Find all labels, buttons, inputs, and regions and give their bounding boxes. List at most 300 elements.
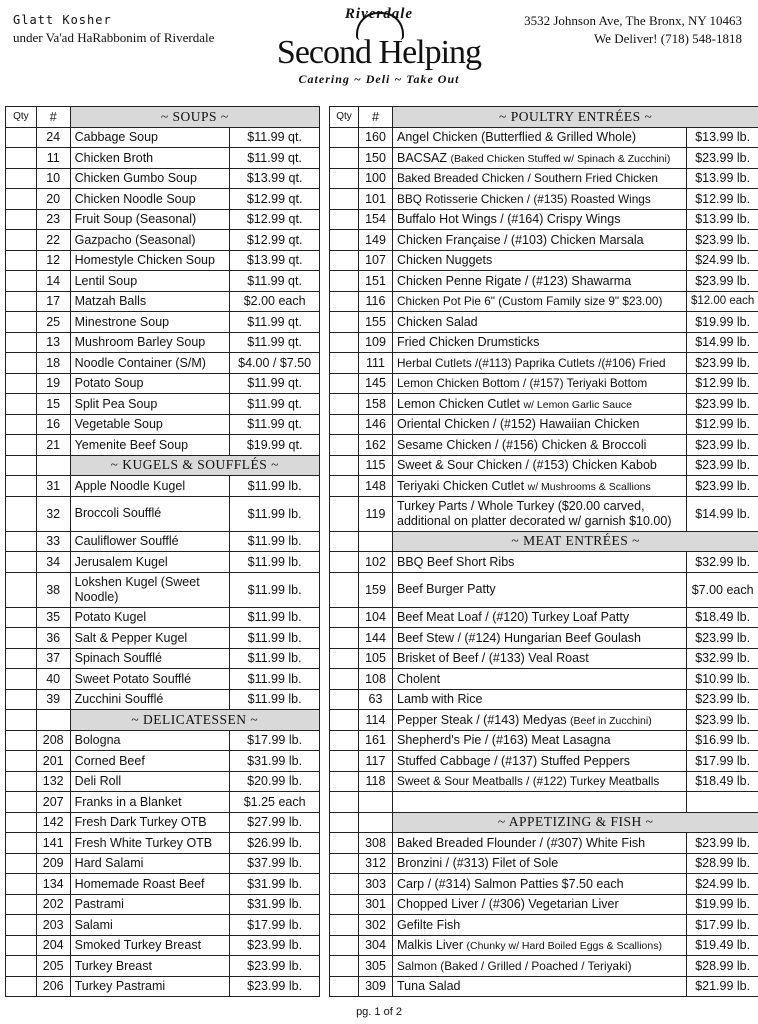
menu-item-row xyxy=(6,628,320,649)
item-number: 15 xyxy=(36,394,70,415)
item-name-text: Chicken Penne Rigate / (#123) Shawarma xyxy=(397,273,632,288)
item-name-text: Cabbage Soup xyxy=(74,130,159,145)
menu-item-row xyxy=(330,689,758,710)
section-header: ~ POULTRY ENTRÉES ~ xyxy=(393,107,758,128)
item-name xyxy=(393,394,687,415)
item-name-text: Buffalo Hot Wings / (#164) Crispy Wings xyxy=(397,212,621,227)
item-name xyxy=(393,628,687,649)
item-price: $17.99 lb. xyxy=(687,751,758,772)
menu-item-row xyxy=(6,291,320,312)
qty-cell[interactable] xyxy=(6,455,37,476)
menu-item-row xyxy=(330,394,758,415)
menu-item-row xyxy=(6,833,320,854)
item-number: 158 xyxy=(359,394,393,415)
qty-cell[interactable] xyxy=(6,771,37,792)
qty-cell[interactable] xyxy=(330,394,359,415)
item-name-text: Homemade Roast Beef xyxy=(74,876,205,891)
qty-cell[interactable] xyxy=(330,771,359,792)
item-price: $18.49 lb. xyxy=(687,607,758,628)
qty-cell[interactable] xyxy=(330,531,359,552)
qty-cell[interactable] xyxy=(6,812,37,833)
menu-item-row xyxy=(6,751,320,772)
item-price: $19.99 lb. xyxy=(687,312,758,333)
item-name xyxy=(70,956,230,977)
item-name-text: Corned Beef xyxy=(74,753,145,768)
item-name-text: Bologna xyxy=(74,733,121,748)
qty-cell[interactable] xyxy=(330,628,359,649)
item-name xyxy=(70,148,230,169)
qty-cell[interactable] xyxy=(330,189,359,210)
item-name xyxy=(70,312,230,333)
qty-cell[interactable] xyxy=(6,572,37,607)
menu-item-row xyxy=(6,874,320,895)
qty-cell[interactable] xyxy=(330,730,359,751)
item-note: (Beef in Zucchini) xyxy=(570,714,652,727)
menu-item-row xyxy=(6,771,320,792)
item-number: 24 xyxy=(36,127,70,148)
item-name xyxy=(393,127,687,148)
item-name xyxy=(393,230,687,251)
item-name xyxy=(70,689,230,710)
item-number: 35 xyxy=(36,607,70,628)
qty-cell[interactable] xyxy=(6,394,37,415)
item-name xyxy=(70,332,230,353)
item-name xyxy=(393,751,687,772)
qty-cell[interactable] xyxy=(330,648,359,669)
qty-cell[interactable] xyxy=(6,250,37,271)
item-number: 148 xyxy=(359,476,393,497)
item-name-text: Fresh Dark Turkey OTB xyxy=(74,815,207,830)
item-price: $11.99 lb. xyxy=(230,572,320,607)
item-price: $23.99 lb. xyxy=(687,435,758,456)
qty-cell[interactable] xyxy=(330,148,359,169)
qty-cell[interactable] xyxy=(6,552,37,573)
menu-item-row xyxy=(6,332,320,353)
qty-cell[interactable] xyxy=(330,894,359,915)
item-name-text: Hard Salami xyxy=(74,856,144,871)
item-name-text: Chicken Salad xyxy=(397,314,478,329)
number-header: # xyxy=(359,107,393,128)
item-name-text: Cauliflower Soufflé xyxy=(74,534,179,549)
item-name-text: Fried Chicken Drumsticks xyxy=(397,335,540,350)
item-name-text: Lamb with Rice xyxy=(397,692,483,707)
menu-item-row xyxy=(6,476,320,497)
item-name-text: Beef Burger Patty xyxy=(397,582,496,596)
menu-item-row xyxy=(330,209,758,230)
menu-item-row xyxy=(6,496,320,531)
qty-cell[interactable] xyxy=(330,812,359,833)
qty-cell[interactable] xyxy=(330,291,359,312)
qty-cell[interactable] xyxy=(330,552,359,573)
qty-cell[interactable] xyxy=(330,332,359,353)
item-name xyxy=(70,373,230,394)
qty-cell[interactable] xyxy=(330,976,359,997)
item-name xyxy=(70,853,230,874)
qty-cell[interactable] xyxy=(330,751,359,772)
qty-cell[interactable] xyxy=(6,476,37,497)
item-number: 104 xyxy=(359,607,393,628)
menu-item-row xyxy=(330,956,758,977)
item-price: $20.99 lb. xyxy=(230,771,320,792)
item-name-text: Sweet Potato Soufflé xyxy=(74,671,192,686)
item-name xyxy=(70,209,230,230)
vaad-label: under Va'ad HaRabbonim of Riverdale xyxy=(13,30,215,45)
qty-cell[interactable] xyxy=(6,894,37,915)
item-name xyxy=(393,332,687,353)
qty-cell[interactable] xyxy=(330,710,359,731)
qty-cell[interactable] xyxy=(330,250,359,271)
item-name xyxy=(70,230,230,251)
menu-item-row xyxy=(330,127,758,148)
menu-item-row xyxy=(330,148,758,169)
item-name-text: Baked Breaded Flounder / (#307) White Fish xyxy=(397,835,646,850)
item-number: 107 xyxy=(359,250,393,271)
item-price: $11.99 qt. xyxy=(230,414,320,435)
qty-cell[interactable] xyxy=(330,572,359,607)
item-price: $12.99 qt. xyxy=(230,230,320,251)
item-name-text: Pepper Steak / (#143) Medyas xyxy=(397,712,567,727)
qty-cell[interactable] xyxy=(6,189,37,210)
item-price: $23.99 lb. xyxy=(230,956,320,977)
qty-cell[interactable] xyxy=(6,956,37,977)
qty-cell[interactable] xyxy=(330,230,359,251)
item-number: 34 xyxy=(36,552,70,573)
item-name xyxy=(393,373,687,394)
item-price: $13.99 qt. xyxy=(230,168,320,189)
item-name-text: Lemon Chicken Bottom / (#157) Teriyaki Bottom xyxy=(397,376,648,391)
qty-cell[interactable] xyxy=(6,148,37,169)
menu-item-row xyxy=(6,894,320,915)
item-name xyxy=(70,291,230,312)
item-name xyxy=(70,812,230,833)
menu-item-row xyxy=(6,312,320,333)
item-number: 206 xyxy=(36,976,70,997)
item-number: 208 xyxy=(36,730,70,751)
section-row xyxy=(330,812,758,833)
menu-item-row xyxy=(330,710,758,731)
qty-cell[interactable] xyxy=(6,271,37,292)
qty-cell[interactable] xyxy=(6,792,37,813)
item-name-text: Apple Noodle Kugel xyxy=(74,478,186,493)
menu-item-row xyxy=(330,230,758,251)
item-name-text: Carp / (#314) Salmon Patties $7.50 each xyxy=(397,876,624,891)
item-price: $16.99 lb. xyxy=(687,730,758,751)
item-name xyxy=(393,250,687,271)
item-price: $18.49 lb. xyxy=(687,771,758,792)
item-number: 108 xyxy=(359,669,393,690)
item-name xyxy=(393,915,687,936)
item-name-text: Pastrami xyxy=(74,897,124,912)
menu-item-row xyxy=(330,496,758,531)
item-name-text: Tuna Salad xyxy=(397,979,461,994)
item-number: 116 xyxy=(359,291,393,312)
item-name-text: Yemenite Beef Soup xyxy=(74,437,189,452)
item-number: 162 xyxy=(359,435,393,456)
menu-item-row xyxy=(330,874,758,895)
qty-cell[interactable] xyxy=(6,209,37,230)
item-number: 114 xyxy=(359,710,393,731)
qty-cell[interactable] xyxy=(6,168,37,189)
qty-cell[interactable] xyxy=(6,435,37,456)
qty-cell[interactable] xyxy=(6,915,37,936)
qty-cell[interactable] xyxy=(330,853,359,874)
qty-cell[interactable] xyxy=(330,496,359,531)
item-price: $7.00 each xyxy=(687,572,758,607)
item-name-text: Cholent xyxy=(397,671,441,686)
menu-item-row xyxy=(6,552,320,573)
qty-cell[interactable] xyxy=(330,476,359,497)
qty-cell[interactable] xyxy=(330,455,359,476)
qty-cell[interactable] xyxy=(330,915,359,936)
item-number: 10 xyxy=(36,168,70,189)
item-price: $23.99 lb. xyxy=(687,833,758,854)
menu-item-row xyxy=(330,312,758,333)
qty-cell[interactable] xyxy=(6,710,37,731)
number-cell xyxy=(359,792,393,813)
item-name-text: Sesame Chicken / (#156) Chicken & Broccoli xyxy=(397,437,647,452)
menu-item-row xyxy=(6,414,320,435)
menu-item-row xyxy=(330,894,758,915)
item-price: $23.99 lb. xyxy=(230,935,320,956)
item-price: $19.99 qt. xyxy=(230,435,320,456)
item-price: $11.99 qt. xyxy=(230,394,320,415)
item-name xyxy=(70,271,230,292)
item-name xyxy=(70,730,230,751)
contact-info xyxy=(524,12,742,48)
item-name xyxy=(393,669,687,690)
item-note: w/ Lemon Garlic Sauce xyxy=(523,398,633,411)
menu-item-row xyxy=(330,607,758,628)
menu-item-row xyxy=(330,250,758,271)
qty-cell[interactable] xyxy=(330,271,359,292)
item-price: $14.99 lb. xyxy=(687,332,758,353)
section-header: ~ KUGELS & SOUFFLÉS ~ xyxy=(70,455,319,476)
menu-item-row xyxy=(330,414,758,435)
qty-header: Qty xyxy=(6,107,37,128)
item-number: 161 xyxy=(359,730,393,751)
item-price: $37.99 lb. xyxy=(230,853,320,874)
qty-cell[interactable] xyxy=(330,127,359,148)
item-name xyxy=(70,915,230,936)
item-price: $11.99 qt. xyxy=(230,373,320,394)
item-number: 154 xyxy=(359,209,393,230)
item-number: 11 xyxy=(36,148,70,169)
qty-cell[interactable] xyxy=(6,496,37,531)
menu-item-row xyxy=(6,189,320,210)
item-number: 101 xyxy=(359,189,393,210)
item-number: 21 xyxy=(36,435,70,456)
item-number: 102 xyxy=(359,552,393,573)
item-number: 159 xyxy=(359,572,393,607)
item-number: 33 xyxy=(36,531,70,552)
qty-cell[interactable] xyxy=(6,332,37,353)
qty-cell[interactable] xyxy=(330,956,359,977)
item-name xyxy=(70,496,230,531)
item-price: $11.99 qt. xyxy=(230,148,320,169)
item-number: 204 xyxy=(36,935,70,956)
item-name xyxy=(393,648,687,669)
item-name xyxy=(70,935,230,956)
qty-cell[interactable] xyxy=(330,833,359,854)
qty-cell[interactable] xyxy=(330,312,359,333)
qty-cell[interactable] xyxy=(330,689,359,710)
qty-cell[interactable] xyxy=(6,312,37,333)
item-price: $12.99 lb. xyxy=(687,189,758,210)
restaurant-logo xyxy=(262,0,496,92)
item-name xyxy=(70,127,230,148)
item-name xyxy=(393,976,687,997)
qty-cell[interactable] xyxy=(6,935,37,956)
qty-cell[interactable] xyxy=(6,669,37,690)
qty-cell[interactable] xyxy=(6,751,37,772)
item-name-text: Baked Breaded Chicken / Southern Fried Chicken xyxy=(397,171,658,186)
item-price: $24.99 lb. xyxy=(687,250,758,271)
qty-cell[interactable] xyxy=(330,414,359,435)
item-name xyxy=(70,189,230,210)
menu-item-row xyxy=(6,915,320,936)
item-name-text: Shepherd's Pie / (#163) Meat Lasagna xyxy=(397,733,611,748)
qty-cell[interactable] xyxy=(6,373,37,394)
item-name xyxy=(393,209,687,230)
menu-item-row xyxy=(330,572,758,607)
item-name-text: BACSAZ xyxy=(397,150,448,165)
item-price: $32.99 lb. xyxy=(687,648,758,669)
item-price: $23.99 lb. xyxy=(687,353,758,374)
menu-item-row xyxy=(6,976,320,997)
qty-cell[interactable] xyxy=(6,689,37,710)
qty-cell[interactable] xyxy=(330,209,359,230)
item-price: $1.25 each xyxy=(230,792,320,813)
item-name xyxy=(393,874,687,895)
qty-cell[interactable] xyxy=(6,127,37,148)
qty-cell[interactable] xyxy=(330,935,359,956)
menu-item-row xyxy=(330,915,758,936)
menu-item-row xyxy=(330,189,758,210)
blank-row xyxy=(330,792,758,813)
item-price: $11.99 lb. xyxy=(230,496,320,531)
item-name xyxy=(393,956,687,977)
item-name-text: Oriental Chicken / (#152) Hawaiian Chicken xyxy=(397,417,640,432)
qty-cell[interactable] xyxy=(6,230,37,251)
item-name xyxy=(393,792,687,813)
item-price: $14.99 lb. xyxy=(687,496,758,531)
qty-cell[interactable] xyxy=(6,353,37,374)
item-price: $28.99 lb. xyxy=(687,956,758,977)
qty-cell[interactable] xyxy=(330,607,359,628)
item-name-text: Jerusalem Kugel xyxy=(74,554,168,569)
item-price: $11.99 lb. xyxy=(230,531,320,552)
item-number: 23 xyxy=(36,209,70,230)
section-header: ~ APPETIZING & FISH ~ xyxy=(393,812,758,833)
item-name-text: Smoked Turkey Breast xyxy=(74,938,202,953)
item-price: $17.99 lb. xyxy=(687,915,758,936)
qty-cell[interactable] xyxy=(330,874,359,895)
item-number: 118 xyxy=(359,771,393,792)
item-price: $26.99 lb. xyxy=(230,833,320,854)
item-price: $23.99 lb. xyxy=(687,394,758,415)
qty-cell[interactable] xyxy=(330,353,359,374)
item-price: $19.49 lb. xyxy=(687,935,758,956)
qty-cell[interactable] xyxy=(6,874,37,895)
item-name xyxy=(70,751,230,772)
item-name-text: Minestrone Soup xyxy=(74,314,170,329)
item-price xyxy=(687,792,758,813)
item-number: 19 xyxy=(36,373,70,394)
menu-item-row xyxy=(6,373,320,394)
menu-item-row xyxy=(6,209,320,230)
item-name-text: Salami xyxy=(74,917,113,932)
item-number: 202 xyxy=(36,894,70,915)
menu-item-row xyxy=(330,291,758,312)
qty-cell[interactable] xyxy=(6,414,37,435)
item-price: $11.99 lb. xyxy=(230,628,320,649)
menu-item-row xyxy=(330,771,758,792)
logo-name: Second Helping xyxy=(276,34,482,71)
qty-cell[interactable] xyxy=(6,976,37,997)
item-price: $11.99 lb. xyxy=(230,552,320,573)
menu-item-row xyxy=(6,689,320,710)
qty-cell[interactable] xyxy=(6,853,37,874)
qty-cell[interactable] xyxy=(6,648,37,669)
number-header: # xyxy=(36,107,70,128)
item-number: 301 xyxy=(359,894,393,915)
qty-cell[interactable] xyxy=(330,435,359,456)
item-number: 100 xyxy=(359,168,393,189)
item-price: $23.99 lb. xyxy=(687,710,758,731)
menu-item-row xyxy=(6,148,320,169)
qty-cell[interactable] xyxy=(6,833,37,854)
number-cell xyxy=(36,710,70,731)
item-name xyxy=(393,894,687,915)
item-price: $11.99 qt. xyxy=(230,312,320,333)
qty-cell[interactable] xyxy=(6,607,37,628)
item-name xyxy=(393,496,687,531)
qty-cell[interactable] xyxy=(6,291,37,312)
qty-cell[interactable] xyxy=(330,373,359,394)
item-name-text: Bronzini / (#313) Filet of Sole xyxy=(397,856,559,871)
menu-item-row xyxy=(6,648,320,669)
qty-cell[interactable] xyxy=(6,628,37,649)
item-number: 12 xyxy=(36,250,70,271)
item-price: $23.99 lb. xyxy=(687,689,758,710)
item-name-text: BBQ Beef Short Ribs xyxy=(397,554,515,569)
qty-cell[interactable] xyxy=(6,730,37,751)
item-name-text: Herbal Cutlets /(#113) Paprika Cutlets /(#106) Fried xyxy=(397,355,666,370)
menu-item-row xyxy=(330,332,758,353)
item-name xyxy=(70,435,230,456)
qty-cell[interactable] xyxy=(330,669,359,690)
item-name-text: Gazpacho (Seasonal) xyxy=(74,232,196,247)
item-name-text: Chicken Noodle Soup xyxy=(74,191,196,206)
qty-cell[interactable] xyxy=(6,531,37,552)
menu-item-row xyxy=(330,853,758,874)
item-number: 144 xyxy=(359,628,393,649)
item-number: 145 xyxy=(359,373,393,394)
item-number: 39 xyxy=(36,689,70,710)
item-price: $12.00 each xyxy=(687,291,758,312)
item-name-text: Turkey Parts / Whole Turkey ($20.00 carved, additional on platter decorated w/ garnish $10.00) xyxy=(397,498,672,528)
section-row xyxy=(6,455,320,476)
qty-cell[interactable] xyxy=(330,792,359,813)
item-number: 205 xyxy=(36,956,70,977)
item-name-text: Chicken Broth xyxy=(74,150,154,165)
item-number: 207 xyxy=(36,792,70,813)
qty-cell[interactable] xyxy=(330,168,359,189)
item-number: 141 xyxy=(36,833,70,854)
item-price: $13.99 lb. xyxy=(687,209,758,230)
item-name xyxy=(393,455,687,476)
menu-item-row xyxy=(6,669,320,690)
